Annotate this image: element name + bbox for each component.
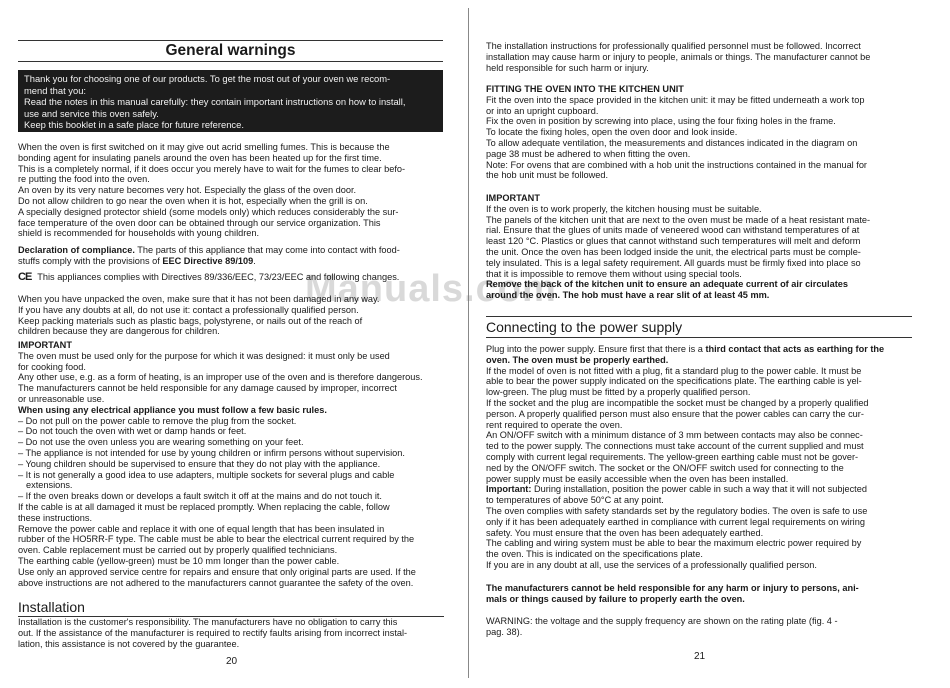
text-line: children because they are dangerous for children.	[18, 326, 220, 337]
text-line: installation may cause harm or injury to people, animals or things. The manufacturer cannot be	[486, 51, 871, 62]
rule-line: extensions.	[26, 480, 73, 491]
power-intro-bold-2: oven. The oven must be properly earthed.	[486, 354, 669, 365]
text-line: The panels of the kitchen unit that are next to the oven must be made of a heat resistant mate-	[486, 214, 871, 225]
text-line: least 120 °C. Plastics or glues that cannot withstand such temperatures will melt and deform	[486, 236, 861, 247]
fitting-section	[486, 84, 912, 181]
voltage-warning	[486, 616, 912, 638]
text-line: for cooking food.	[18, 361, 86, 372]
text-line: Remove the power cable and replace it with one of equal length that has been insulated in	[18, 523, 385, 534]
watermark: Manuals.com	[305, 268, 557, 310]
text-line: The manufacturers cannot be held responsible for any harm or injury to persons, ani-	[486, 583, 859, 593]
text-line: only if it has been adequately earthed in compliance with current legal requirements on wiring	[486, 516, 865, 527]
rule-line: – Do not touch the oven with wet or damp hands or feet.	[18, 426, 247, 437]
text-line: The cabling and wiring system must be able to bear the maximum electric power required by	[486, 538, 862, 549]
declaration-label: Declaration of compliance.	[18, 245, 135, 255]
text-line: The oven complies with safety standards set by the regulatory bodies. The oven is safe to use	[486, 505, 868, 516]
text-line: rial. Ensure that the glues of units made of veneered wood can withstand temperatures of at	[486, 225, 860, 236]
text-line: WARNING: the voltage and the supply frequency are shown on the rating plate (fig. 4 -	[486, 616, 838, 626]
text-line: Fit the oven into the space provided in the kitchen unit: it may be fitted underneath a work top	[486, 94, 865, 105]
text-line: A specially designed protector shield (some models only) which reduces considerably the sur-	[18, 206, 399, 217]
text-line: An ON/OFF switch with a minimum distance of 3 mm between contacts may also be connec-	[486, 430, 863, 441]
text-line: safety. You must ensure that the oven has been adequately earthed.	[486, 527, 764, 538]
text-line: the unit. Once the oven has been lodged inside the unit, the electrical parts must be comple-	[486, 246, 861, 257]
text-line: The earthing cable (yellow-green) must be 10 mm longer than the power cable.	[18, 555, 340, 566]
text-line: Keep packing materials such as plastic bags, polystyrene, or nails out of the reach of	[18, 315, 363, 326]
text-line: This is a completely normal, if it does occur you merely have to wait for the fumes to clear befo-	[18, 163, 406, 174]
rule-line: – Do not pull on the power cable to remove the plug from the socket.	[18, 415, 297, 426]
page-title: General warnings	[18, 40, 443, 62]
declaration-end: .	[253, 255, 256, 266]
text-line: or into an upright cupboard.	[486, 105, 599, 116]
text-line: re putting the food into the oven.	[18, 174, 150, 185]
page-number: 21	[694, 651, 706, 662]
ce-mark-icon: CE	[18, 272, 32, 283]
text-line: rent required to operate the oven.	[486, 419, 623, 430]
text-line: If you are in any doubt at all, use the services of a professionally qualified person.	[486, 559, 817, 570]
power-intro-bold: third contact that acts as earthing for the	[705, 344, 885, 354]
text-line: to temperatures of above 50°C at any point.	[486, 495, 664, 506]
declaration-text: The parts of this appliance that may come into contact with food-	[134, 245, 400, 255]
power-intro: Plug into the power supply. Ensure first that there is a	[486, 344, 706, 354]
text-line: To allow adequate ventilation, the measurements and distances indicated in the diagram on	[486, 137, 858, 148]
important-colon-text: During installation, position the power cable in such a way that it will not subjected	[531, 484, 867, 495]
text-line: The oven must be used only for the purpose for which it was designed: it must only be used	[18, 350, 390, 361]
text-line: bonding agent for insulating panels around the oven has been heated up for the first time.	[18, 152, 382, 163]
rule-line: – Young children should be supervised to ensure that they do not play with the appliance.	[18, 458, 381, 469]
text-line: Installation is the customer's responsibility. The manufacturers have no obligation to carry this	[18, 617, 398, 627]
text-line: the oven. This is indicated on the specifications plate.	[486, 549, 703, 560]
eec-directive: EEC Directive 89/109	[162, 255, 254, 266]
text-line: Do not allow children to go near the oven when it is hot, especially when the grill is on.	[18, 195, 368, 206]
text-line: Remove the back of the kitchen unit to ensure an adequate current of air circulates	[486, 279, 848, 290]
text-line: held responsible for such harm or injury.	[486, 62, 649, 73]
rule-line: – The appliance is not intended for use by young children or infirm persons without supervision.	[18, 447, 405, 458]
rule-line: – Do not use the oven unless you are wearing something on your feet.	[18, 437, 304, 448]
important-fitting-section	[486, 193, 912, 301]
text-line: If you have any doubts at all, do not use it: contact a professionally qualified person.	[18, 304, 359, 315]
text-line: out. If the assistance of the manufacturer is required to rectify faults arising from incorrect instal-	[18, 627, 408, 638]
text-line: these instructions.	[18, 512, 93, 523]
electrical-heading: When using any electrical appliance you must follow a few basic rules.	[18, 404, 327, 415]
text-line: power supply must be easily accessible when the oven has been installed.	[486, 473, 789, 484]
text-line: or unreasonable use.	[18, 393, 105, 404]
text-line: If the cable is at all damaged it must be replaced promptly. When replacing the cable, follow	[18, 501, 390, 512]
text-line: able to bear the power supply indicated on the specifications plate. The earthing cable is yel-	[486, 376, 862, 387]
text-line: ned by the ON/OFF switch. The socket or the ON/OFF switch used for connecting to the	[486, 462, 844, 473]
power-supply-section	[486, 344, 912, 571]
important-heading: IMPORTANT	[486, 193, 540, 203]
important-heading: IMPORTANT	[18, 340, 72, 350]
text-line: An oven by its very nature becomes very hot. Especially the glass of the oven door.	[18, 185, 357, 196]
text-line: ted to the power supply. The connections must take account of the current supplied and must	[486, 441, 864, 452]
text-line: the hob unit must be followed.	[486, 170, 609, 181]
text-line: around the oven. The hob must have a rear slit of at least 45 mm.	[486, 290, 770, 301]
text-line: pag. 38).	[486, 626, 523, 637]
text-line: tely insulated. This is a legal safety requirement. All guards must be firmly fixed into place so	[486, 257, 861, 268]
text-line: rubber of the HO5RR-F type. The cable must be able to bear the electrical current required by the	[18, 534, 415, 545]
page-number: 20	[226, 656, 238, 667]
text-line: mals or things caused by failure to properly earth the oven.	[486, 593, 745, 604]
power-supply-heading: Connecting to the power supply	[486, 316, 912, 338]
text-line: oven. Cable replacement must be carried out by properly qualified technicians.	[18, 545, 338, 556]
intro-line: mend that you:	[24, 84, 87, 96]
installation-instructions-paragraph	[486, 41, 912, 73]
installation-heading: Installation	[18, 598, 444, 617]
text-line: Note: For ovens that are combined with a hob unit the instructions contained in the manual for	[486, 159, 867, 170]
text-line: face temperature of the oven door can be obtained through our service organization. This	[18, 217, 381, 228]
intro-line: Thank you for choosing one of our products. To get the most out of your oven we recom-	[24, 73, 391, 84]
text-line: When the oven is first switched on it may give out acrid smelling fumes. This is because the	[18, 142, 390, 152]
text-line: low-green. The plug must be fitted by a properly qualified person.	[486, 387, 751, 398]
text-line: that it is impossible to remove them without using special tools.	[486, 268, 742, 279]
text-line: To locate the fixing holes, open the oven door and look inside.	[486, 127, 738, 138]
intro-line: Keep this booklet in a safe place for future reference.	[24, 119, 244, 131]
manufacturer-warning	[486, 583, 912, 605]
text-line: Any other use, e.g. as a form of heating, is an improper use of the oven and is therefore dangerous.	[18, 372, 423, 383]
text-line: comply with current legal requirements. The yellow-green earthing cable must not be gover-	[486, 451, 859, 462]
text-line: If the socket and the plug are incompatible the socket must be changed by a properly qualified	[486, 397, 869, 408]
intro-line: use and service this oven safely.	[24, 107, 159, 119]
ce-text: This appliances complies with Directives 89/336/EEC, 73/23/EEC and following changes.	[37, 272, 400, 282]
text-line: lation, this assistance is not covered by the guarantee.	[18, 638, 240, 649]
text-line: Fix the oven in position by screwing into place, using the four fixing holes in the frame.	[486, 116, 836, 127]
important-colon-label: Important:	[486, 484, 532, 495]
fitting-heading: FITTING THE OVEN INTO THE KITCHEN UNIT	[486, 84, 684, 94]
text-line: Use only an approved service centre for repairs and ensure that only original parts are used. If the	[18, 566, 416, 577]
rule-line: – If the oven breaks down or develops a fault switch it off at the mains and do not touch it.	[18, 491, 382, 502]
text-line: shield is recommended for households with young children.	[18, 228, 260, 239]
intro-line: Read the notes in this manual carefully: they contain important instructions on how to install,	[24, 96, 406, 108]
text-line: If the oven is to work properly, the kitchen housing must be suitable.	[486, 203, 762, 214]
text-line: page 38 must be adhered to when fitting the oven.	[486, 148, 691, 159]
text-line: above instructions are not adhered to the manufacturers cannot guarantee the safety of the oven.	[18, 577, 414, 588]
text-line: When you have unpacked the oven, make sure that it has not been damaged in any way.	[18, 294, 380, 304]
text-line: person. A properly qualified person must also ensure that the power cables can carry the cur-	[486, 408, 864, 419]
text-line: The manufacturers cannot be held responsible for any damage caused by improper, incorrect	[18, 383, 397, 394]
text-line: The installation instructions for professionally qualified personnel must be followed. Incorrect	[486, 41, 861, 51]
declaration-text-2: stuffs comply with the provisions of	[18, 255, 163, 266]
text-line: If the model of oven is not fitted with a plug, fit a standard plug to the power cable. It must be	[486, 365, 862, 376]
rule-line: – It is not generally a good idea to use adapters, multiple sockets for several plugs and cable	[18, 469, 395, 480]
